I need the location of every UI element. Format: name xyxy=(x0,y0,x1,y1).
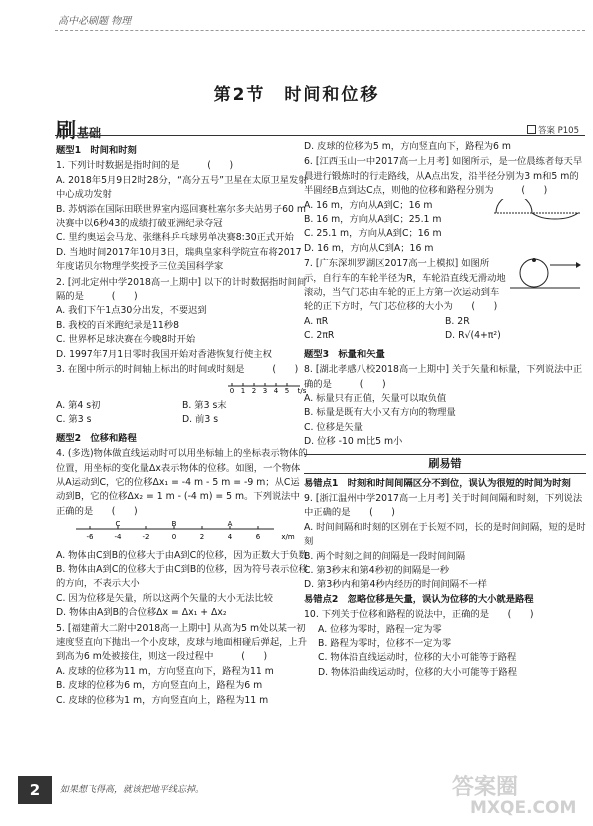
error-section-banner: 刷易错 xyxy=(304,454,586,474)
question-2: 2. [河北定州中学2018高一上期中] 以下的计时数据指时间间隔的是 ( ) xyxy=(56,276,307,303)
answer-reference: 答案 P105 xyxy=(527,124,579,136)
running-header: 高中必刷题 物理 xyxy=(58,16,132,27)
option: B. 我校的百米跑纪录是11秒8 xyxy=(56,319,180,331)
footer-motto: 如果想飞得高，就该把地平线忘掉。 xyxy=(60,785,205,795)
option: C. 里约奥运会马龙、张继科乒乓球男单决赛8:30正式开始 xyxy=(56,232,294,244)
question-4: 4. (多选)物体做直线运动时可以用坐标轴上的坐标表示物体的位置，用坐标的变化量Δx表示物体的位移。如图，一个物体从A运动到C，它的位移Δx₁ = -4 m - 5 m = -9 m；从C运动到B，它的位移Δx₂ = 1 m - (-4 m) = 5 m。下列说法中正确的是 ( ) xyxy=(56,448,308,517)
axis-label: 4 xyxy=(227,533,233,542)
question-7: 7. [广东深圳罗湖区2017高一上模拟] 如图所示，自行车的车轮半径为R，车轮沿直线无滑动地滚动，当气门芯由车轮的正上方第一次运动到车轮的正下方时，气门芯位移的大小为 ( ) xyxy=(304,258,506,313)
axis-label: 2 xyxy=(199,533,205,542)
right-column xyxy=(304,140,586,680)
option: B. 第3 s末 xyxy=(182,399,227,411)
option: C. 第3 s xyxy=(56,414,92,426)
error-point-2: 易错点2 忽略位移是矢量，误认为位移的大小就是路程 xyxy=(304,593,534,605)
axis-label: -2 xyxy=(142,533,150,542)
left-column xyxy=(56,140,308,708)
option: A. 时间间隔和时刻的区别在于长短不同，长的是时间间隔，短的是时刻 xyxy=(304,521,586,548)
coordinate-axis-figure xyxy=(56,519,306,543)
axis-label: 4 xyxy=(273,386,279,394)
option: A. 皮球的位移为11 m，方向竖直向下，路程为11 m xyxy=(56,665,274,677)
option: C. 位移是矢量 xyxy=(304,421,363,433)
question-10: 10. 下列关于位移和路程的说法中，正确的是 ( ) xyxy=(304,609,534,621)
top-rule xyxy=(55,135,585,136)
option: A. 我们下午1点30分出发，不要迟到 xyxy=(56,305,207,317)
option: D. 位移 -10 m比5 m小 xyxy=(304,436,403,448)
axis-label: 5 xyxy=(284,386,290,394)
question-9: 9. [浙江温州中学2017高一上月考] 关于时间间隔和时刻，下列说法中正确的是 ( ) xyxy=(304,492,583,519)
option: D. 物体沿曲线运动时，位移的大小可能等于路程 xyxy=(318,666,518,678)
option: A. 16 m，方向从A到C；16 m xyxy=(304,199,433,211)
option: C. 第3秒末和第4秒初的间隔是一秒 xyxy=(304,564,450,576)
question-8: 8. [湖北孝感八校2018高一上期中] 关于矢量和标量，下列说法中正确的是 ( ) xyxy=(304,364,583,390)
brush-basics-logo: 刷基础 xyxy=(56,118,102,142)
axis-label: 6 xyxy=(255,533,261,542)
option: A. 标量只有正值，矢量可以取负值 xyxy=(304,392,447,404)
bicycle-wheel-figure xyxy=(506,257,582,293)
axis-label: 1 xyxy=(240,386,246,394)
point-label: A xyxy=(227,520,233,529)
option: D. 前3 s xyxy=(182,414,219,426)
watermark-logo: 答案圈 xyxy=(452,775,519,800)
option: A. 2018年5月9日2时28分，“高分五号”卫星在太原卫星发射中心成功发射 xyxy=(56,174,308,201)
axis-label: -4 xyxy=(114,533,122,542)
section-heading: 题型2 位移和路程 xyxy=(56,432,137,444)
option: A. 物体由C到B的位移大于由A到C的位移，因为正数大于负数 xyxy=(56,549,308,561)
axis-label: 2 xyxy=(251,386,257,394)
section-title: 第2节 时间和位移 xyxy=(213,85,380,105)
option: C. 皮球的位移为1 m，方向竖直向上，路程为11 m xyxy=(56,694,269,706)
option: D. 当地时间2017年10月3日，瑞典皇家科学院宣布将2017年度诺贝尔物理学奖授予三位美国科学家 xyxy=(56,246,302,273)
option: A. 第4 s初 xyxy=(56,399,101,411)
option: D. 第3秒内和第4秒内经历的时间间隔不一样 xyxy=(304,579,487,591)
option: D. 皮球的位移为5 m，方向竖直向下，路程为6 m xyxy=(304,141,511,152)
option: B. 物体由A到C的位移大于由C到B的位移，因为符号表示位移的方向，不表示大小 xyxy=(56,563,308,590)
question-3: 3. 在图中所示的时间轴上标出的时间或时刻是 ( ) xyxy=(56,364,299,376)
option: B. 16 m，方向从A到C；25.1 m xyxy=(304,214,442,226)
option: B. 皮球的位移为6 m，方向竖直向上，路程为6 m xyxy=(56,680,263,692)
option: C. 世界杯足球决赛在今晚8时开始 xyxy=(56,334,196,346)
axis-label: 0 xyxy=(229,386,235,394)
axis-label: t/s xyxy=(297,386,306,394)
point-label: C xyxy=(115,520,121,529)
option: D. 物体由A到B的合位移Δx = Δx₁ + Δx₂ xyxy=(56,607,227,619)
axis-unit-label: x/m xyxy=(281,533,295,542)
page-number: 2 xyxy=(18,776,52,804)
semicircle-path-figure xyxy=(492,199,582,229)
option: B. 苏炳添在国际田联世界室内巡回赛杜塞尔多夫站男子60 m决赛中以6秒43的成绩打破亚洲纪录夺冠 xyxy=(56,203,306,230)
option: B. 路程为零时，位移不一定为零 xyxy=(318,638,452,649)
error-point-1: 易错点1 时刻和时间间隔区分不到位，误认为很短的时间为时刻 xyxy=(304,477,571,489)
header-rule xyxy=(55,30,585,31)
option: C. 2πR xyxy=(304,330,335,342)
option: C. 物体沿直线运动时，位移的大小可能等于路程 xyxy=(318,652,517,664)
section-heading: 题型1 时间和时刻 xyxy=(56,145,137,156)
watermark-url: MXQE.COM xyxy=(470,798,577,818)
point-label: B xyxy=(171,520,177,529)
option: A. 位移为零时，路程一定为零 xyxy=(318,623,442,635)
question-1: 1. 下列计时数据是指时间的是 ( ) xyxy=(56,160,234,172)
option: A. πR xyxy=(304,315,329,327)
question-5: 5. [福建莆大二附中2018高一上期中] 从高为5 m处以某一初速度竖直向下抛出一个小皮球，皮球与地面相碰后弹起，上升到高为6 m处被接住，则这一段过程中 ( ) xyxy=(56,622,308,663)
option: B. 两个时刻之间的间隔是一段时间间隔 xyxy=(304,550,466,562)
question-6: 6. [江西玉山一中2017高一上月考] 如图所示，是一位晨练者每天早晨进行锻炼时的行走路线，从A点出发，沿半径分别为3 m和5 m的半圆经B点到达C点，则他的位移和路程分别为 ( ) xyxy=(304,156,583,197)
axis-label: 0 xyxy=(171,533,177,542)
time-axis-figure xyxy=(56,378,306,394)
section-heading: 题型3 标量和矢量 xyxy=(304,348,385,360)
option: D. R√(4+π²) xyxy=(445,330,501,342)
axis-label: -6 xyxy=(86,533,94,542)
option: C. 25.1 m，方向从A到C；16 m xyxy=(304,228,442,240)
axis-label: 3 xyxy=(262,386,268,394)
option: D. 1997年7月1日零时我国开始对香港恢复行使主权 xyxy=(56,348,272,360)
option: C. 因为位移是矢量，所以这两个矢量的大小无法比较 xyxy=(56,592,273,604)
option: B. 2R xyxy=(445,315,470,327)
option: B. 标量是既有大小又有方向的物理量 xyxy=(304,407,456,419)
option: D. 16 m，方向从C到A；16 m xyxy=(304,242,434,254)
